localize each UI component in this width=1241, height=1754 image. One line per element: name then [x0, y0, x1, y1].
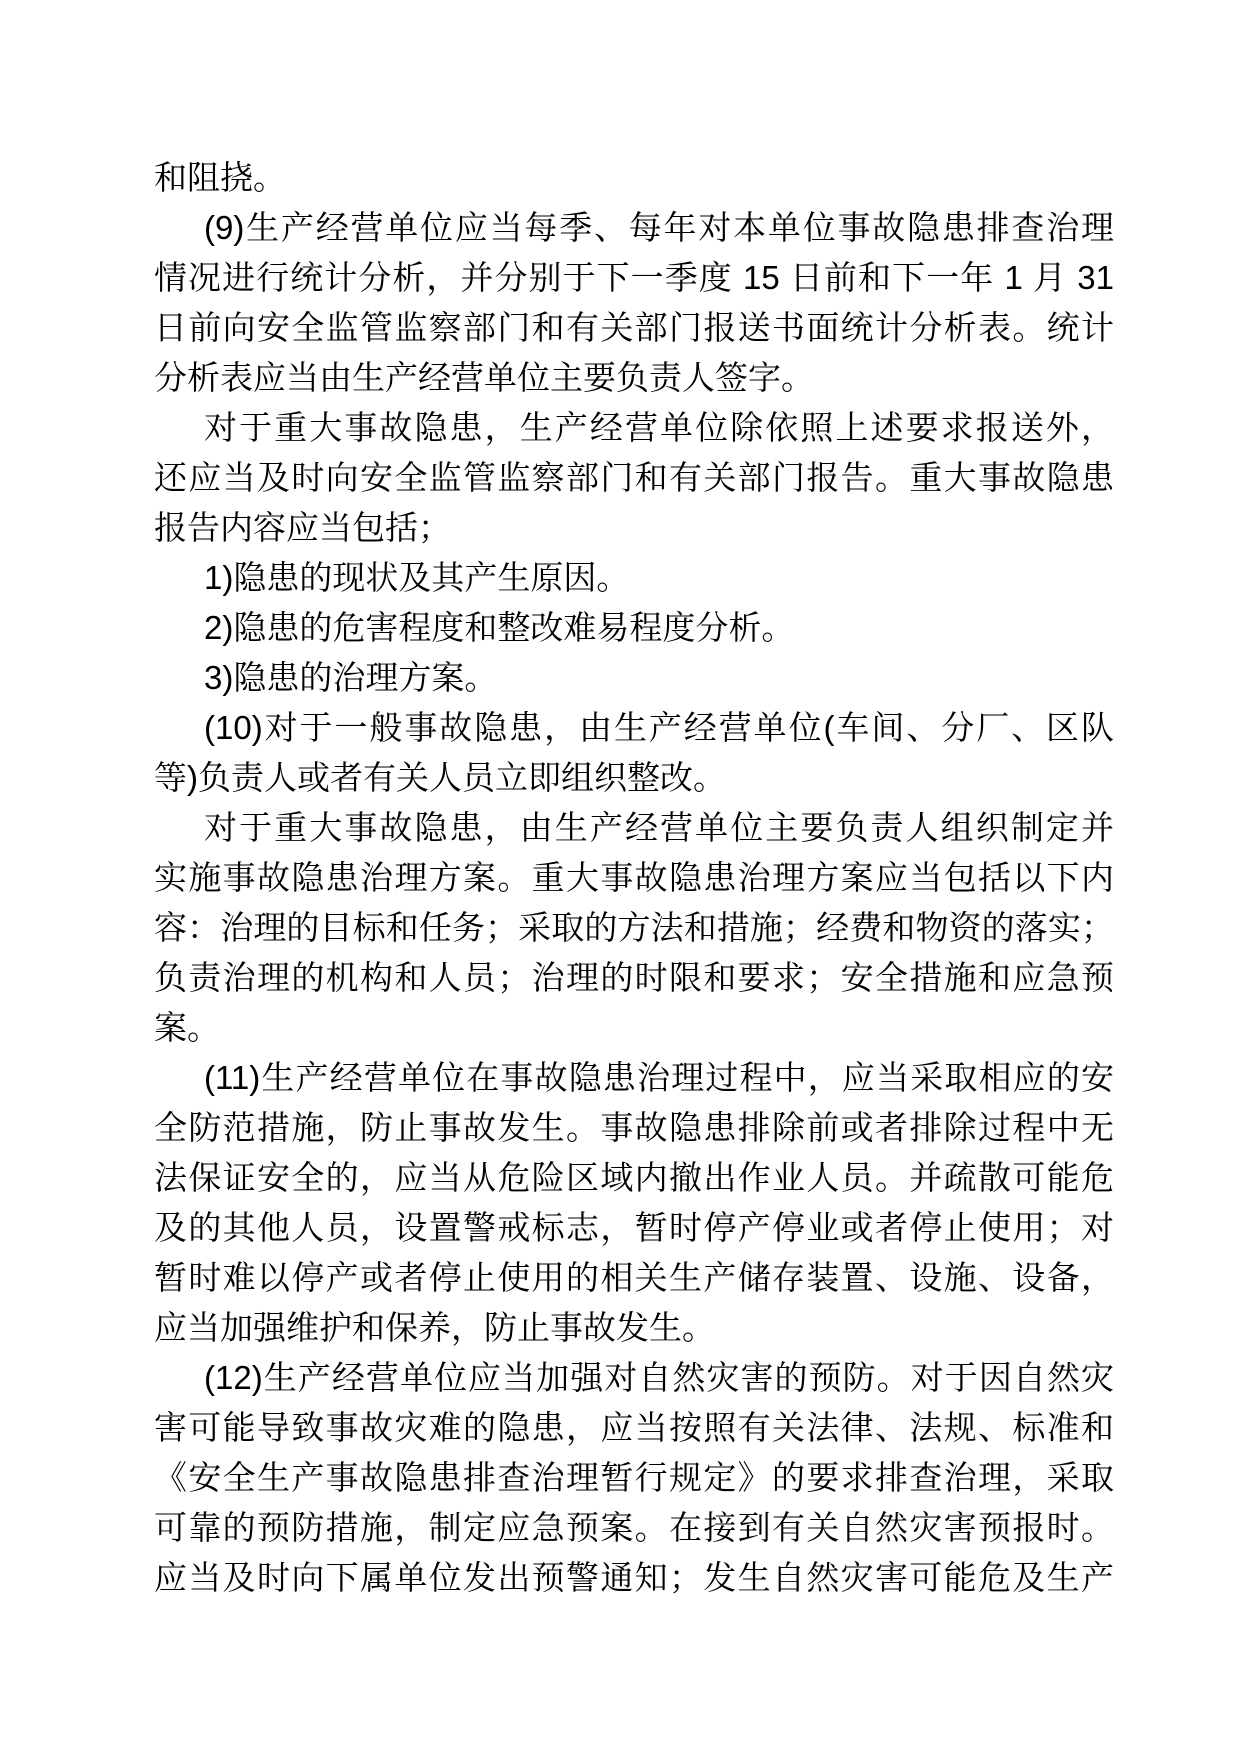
document-text-block: [154, 153, 1114, 1603]
text-line: 全防范措施，防止事故发生。事故隐患排除前或者排除过程中无: [154, 1109, 1114, 1146]
text-line: 还应当及时向安全监管监察部门和有关部门报告。重大事故隐患: [154, 459, 1114, 496]
text-line: 负责治理的机构和人员；治理的时限和要求；安全措施和应急预: [154, 959, 1114, 996]
text-line: 3)隐患的治理方案。: [204, 659, 498, 696]
text-line: 实施事故隐患治理方案。重大事故隐患治理方案应当包括以下内: [154, 859, 1114, 896]
text-line: 日前向安全监管监察部门和有关部门报送书面统计分析表。统计: [154, 309, 1114, 346]
text-line: 害可能导致事故灾难的隐患，应当按照有关法律、法规、标准和: [154, 1409, 1114, 1446]
text-line: 报告内容应当包括；: [154, 509, 451, 546]
text-line: 容：治理的目标和任务；采取的方法和措施；经费和物资的落实；: [154, 909, 1114, 946]
text-line: 应当及时向下属单位发出预警通知；发生自然灾害可能危及生产: [154, 1559, 1114, 1596]
text-line: 法保证安全的，应当从危险区域内撤出作业人员。并疏散可能危: [154, 1159, 1114, 1196]
text-line: 1)隐患的现状及其产生原因。: [204, 559, 630, 596]
text-line: 可靠的预防措施，制定应急预案。在接到有关自然灾害预报时。: [154, 1509, 1114, 1546]
text-line: 暂时难以停产或者停止使用的相关生产储存装置、设施、设备，: [154, 1259, 1114, 1296]
text-line: (10)对于一般事故隐患，由生产经营单位(车间、分厂、区队: [204, 709, 1114, 746]
text-line: 和阻挠。: [154, 159, 286, 196]
text-line: 案。: [154, 1009, 220, 1046]
text-line: (9)生产经营单位应当每季、每年对本单位事故隐患排查治理: [204, 209, 1114, 246]
text-line: 对于重大事故隐患，生产经营单位除依照上述要求报送外，: [204, 409, 1114, 446]
text-line: 等)负责人或者有关人员立即组织整改。: [154, 759, 726, 796]
text-line: 对于重大事故隐患，由生产经营单位主要负责人组织制定并: [204, 809, 1114, 846]
text-line: 分析表应当由生产经营单位主要负责人签字。: [154, 359, 814, 396]
text-line: 应当加强维护和保养，防止事故发生。: [154, 1309, 715, 1346]
text-line: (11)生产经营单位在事故隐患治理过程中，应当采取相应的安: [204, 1059, 1114, 1096]
text-line: 及的其他人员，设置警戒标志，暂时停产停业或者停止使用；对: [154, 1209, 1114, 1246]
text-line: (12)生产经营单位应当加强对自然灾害的预防。对于因自然灾: [204, 1359, 1114, 1396]
text-line: 情况进行统计分析，并分别于下一季度 15 日前和下一年 1 月 31: [154, 259, 1114, 296]
text-line: 《安全生产事故隐患排查治理暂行规定》的要求排查治理，采取: [154, 1459, 1114, 1496]
text-line: 2)隐患的危害程度和整改难易程度分析。: [204, 609, 795, 646]
